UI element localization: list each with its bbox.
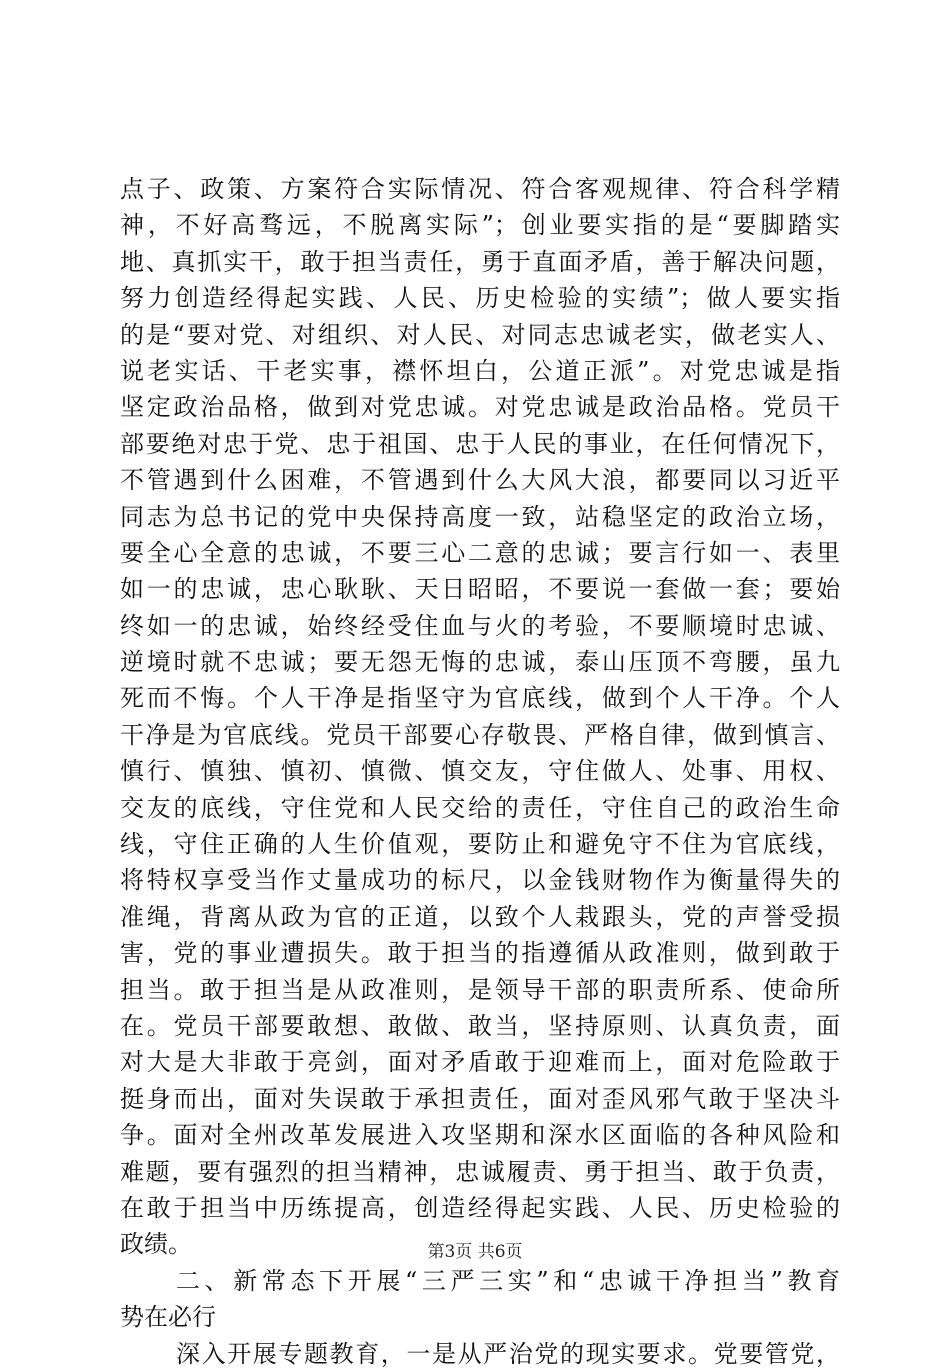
text-line: 要全心全意的忠诚，不要三心二意的忠诚；要言行如一、表里 <box>120 538 840 567</box>
text-line: 难题，要有强烈的担当精神，忠诚履责、勇于担当、敢于负责， <box>120 1157 840 1186</box>
text-line: 挺身而出，面对失误敢于承担责任，面对歪风邪气敢于坚决斗 <box>120 1084 840 1113</box>
text-line: 对大是大非敢于亮剑，面对矛盾敢于迎难而上，面对危险敢于 <box>120 1048 840 1077</box>
text-line: 同志为总书记的党中央保持高度一致，站稳坚定的政治立场， <box>120 502 840 531</box>
document-body <box>120 171 840 1372</box>
text-line: 担当。敢于担当是从政准则，是领导干部的职责所系、使命所 <box>120 975 840 1004</box>
text-line: 争。面对全州改革发展进入攻坚期和深水区面临的各种风险和 <box>120 1121 840 1150</box>
text-line: 点子、政策、方案符合实际情况、符合客观规律、符合科学精 <box>120 175 840 203</box>
text-line: 势在必行 <box>120 1303 216 1332</box>
text-line: 慎行、慎独、慎初、慎微、慎交友，守住做人、处事、用权、 <box>120 757 840 786</box>
text-line: 终如一的忠诚，始终经受住血与火的考验，不要顺境时忠诚、 <box>120 611 840 640</box>
text-line: 干净是为官底线。党员干部要心存敬畏、严格自律，做到慎言、 <box>120 720 840 749</box>
text-line: 准绳，背离从政为官的正道，以致个人栽跟头，党的声誉受损 <box>120 902 840 931</box>
text-line: 努力创造经得起实践、人民、历史检验的实绩”；做人要实指 <box>120 284 840 313</box>
text-line: 在。党员干部要敢想、敢做、敢当，坚持原则、认真负责，面 <box>120 1011 840 1040</box>
text-line: 不管遇到什么困难，不管遇到什么大风大浪，都要同以习近平 <box>120 466 840 495</box>
text-line: 神，不好高骛远，不脱离实际”；创业要实指的是“要脚踏实 <box>120 211 840 240</box>
text-line: 在敢于担当中历练提高，创造经得起实践、人民、历史检验的 <box>120 1193 840 1222</box>
text-line: 深入开展专题教育，一是从严治党的现实要求。党要管党， <box>176 1339 840 1368</box>
text-line: 交友的底线，守住党和人民交给的责任，守住自己的政治生命 <box>120 793 840 822</box>
text-line: 将特权享受当作丈量成功的标尺，以金钱财物作为衡量得失的 <box>120 866 840 895</box>
text-line: 政绩。 <box>120 1230 192 1259</box>
page-footer: 第3页 共6页 <box>427 1242 523 1262</box>
text-line: 死而不悔。个人干净是指坚守为官底线，做到个人干净。个人 <box>120 684 840 713</box>
text-line: 害，党的事业遭损失。敢于担当的指遵循从政准则，做到敢于 <box>120 939 840 968</box>
text-line: 的是“要对党、对组织、对人民、对同志忠诚老实，做老实人、 <box>120 320 840 349</box>
text-line: 二、新常态下开展“三严三实”和“忠诚干净担当”教育 <box>176 1266 840 1295</box>
text-line: 线，守住正确的人生价值观，要防止和避免守不住为官底线， <box>120 830 840 859</box>
text-line: 地、真抓实干，敢于担当责任，勇于直面矛盾，善于解决问题， <box>120 247 840 276</box>
text-line: 逆境时就不忠诚；要无怨无悔的忠诚，泰山压顶不弯腰，虽九 <box>120 648 840 677</box>
text-line: 说老实话、干老实事，襟怀坦白，公道正派”。对党忠诚是指 <box>120 356 840 385</box>
text-line: 如一的忠诚，忠心耿耿、天日昭昭，不要说一套做一套；要始 <box>120 575 840 604</box>
text-line: 坚定政治品格，做到对党忠诚。对党忠诚是政治品格。党员干 <box>120 393 840 422</box>
text-line: 部要绝对忠于党、忠于祖国、忠于人民的事业，在任何情况下， <box>120 429 840 458</box>
